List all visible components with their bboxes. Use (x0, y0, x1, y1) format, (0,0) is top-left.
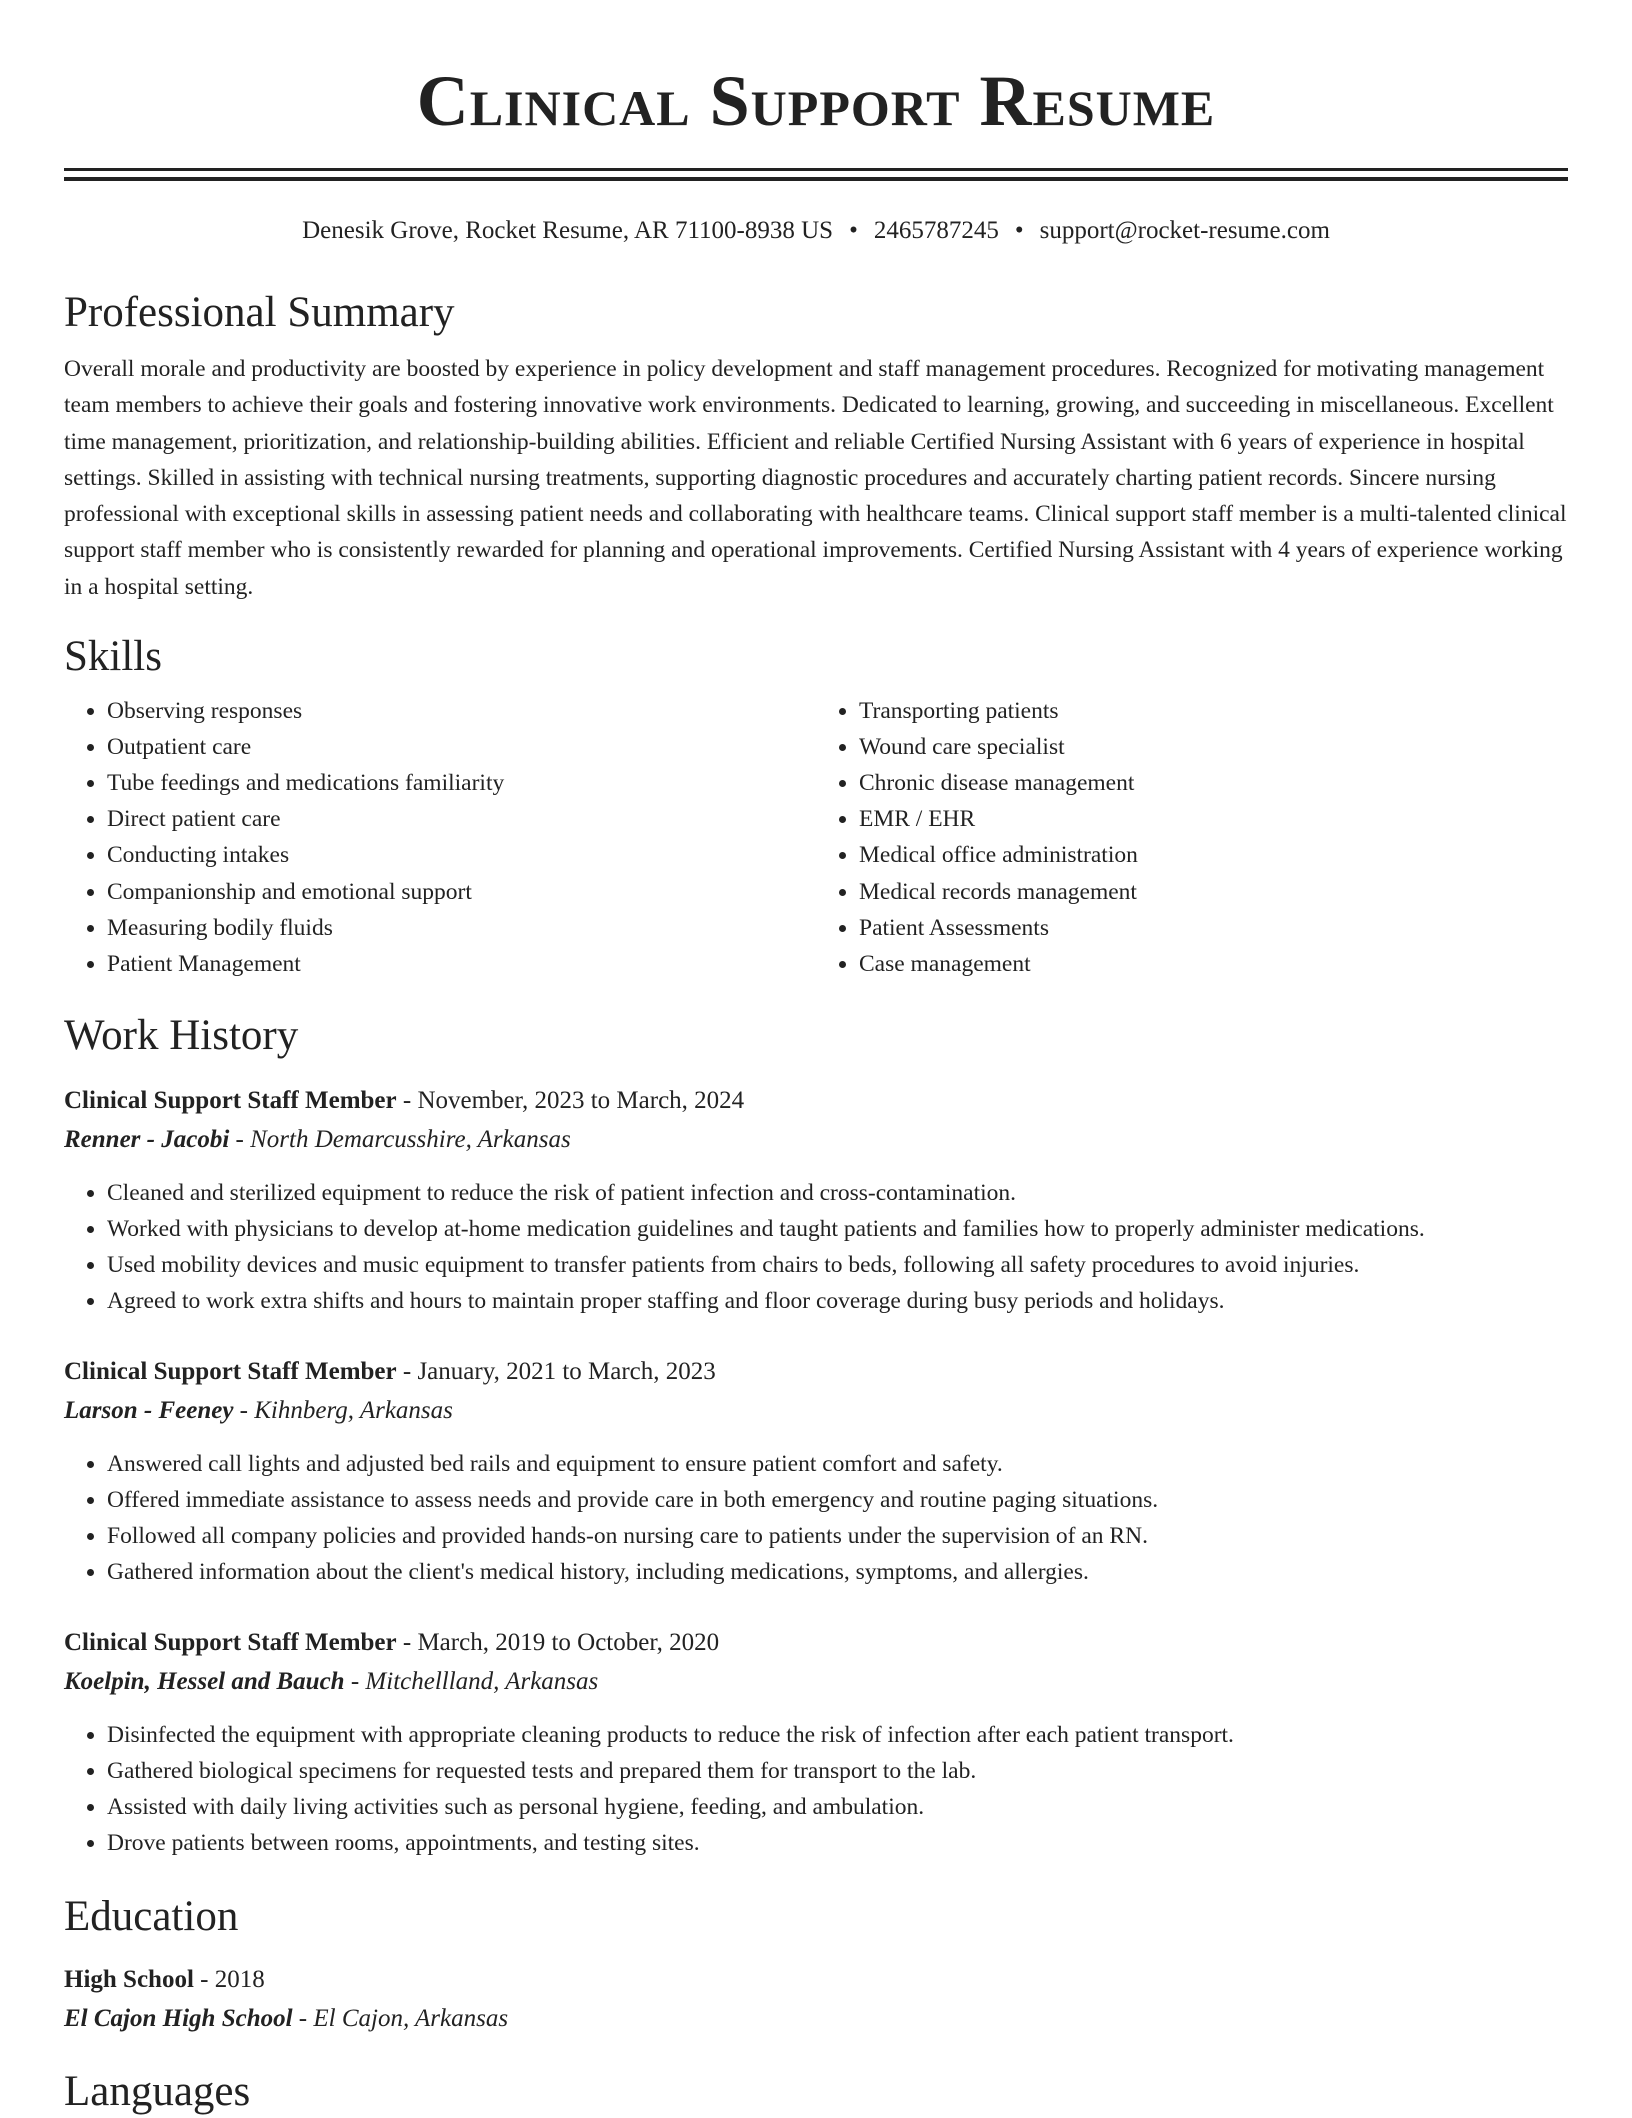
employer-name: Koelpin, Hessel and Bauch (64, 1667, 345, 1695)
employer-location: - Mitchellland, Arkansas (344, 1667, 599, 1695)
job-duty: • Offered immediate assistance to assess needs and provide care in both emergency and routine paging situations. (107, 1482, 1568, 1518)
skills-column-left (64, 693, 816, 982)
contact-phone: 2465787245 (873, 217, 999, 244)
job-entry (64, 1353, 1568, 1590)
employer-location: - North Demarcusshire, Arkansas (229, 1125, 571, 1153)
job-dates: - March, 2019 to October, 2020 (396, 1628, 720, 1656)
job-duties (64, 1175, 1568, 1319)
education-entry (64, 1961, 1568, 2038)
school-line (64, 1999, 1568, 2038)
contact-separator: • (1014, 217, 1024, 244)
skills-heading: Skills (64, 633, 162, 681)
employer-name: Renner - Jacobi (64, 1125, 230, 1153)
work-history-heading: Work History (64, 1011, 299, 1059)
school-name: El Cajon High School (64, 2004, 293, 2032)
job-duty: • Disinfected the equipment with appropriate cleaning products to reduce the risk of infection after each patient transport. (107, 1717, 1568, 1753)
skill-item: • Outpatient care (107, 729, 816, 765)
skill-item: • Transporting patients (859, 693, 1568, 729)
job-title-line (64, 1082, 1568, 1120)
contact-address: Denesik Grove, Rocket Resume, AR 71100-8938 US (302, 217, 834, 244)
skill-item: • Medical office administration (859, 837, 1568, 873)
job-entry (64, 1082, 1568, 1319)
school-location: - El Cajon, Arkansas (292, 2004, 509, 2032)
job-entry (64, 1624, 1568, 1861)
skill-item: • Chronic disease management (859, 765, 1568, 801)
employer-line (64, 1391, 1568, 1430)
job-duties (64, 1446, 1568, 1590)
resume-page (64, 0, 1568, 2118)
job-duty: • Cleaned and sterilized equipment to reduce the risk of patient infection and cross-contamination. (107, 1175, 1568, 1211)
job-dates: - November, 2023 to March, 2024 (396, 1086, 745, 1114)
graduation-year: - 2018 (193, 1965, 265, 1993)
contact-separator: • (849, 217, 858, 244)
summary-text: Overall morale and productivity are boosted by experience in policy development and staff management procedures. Recognized for motivating management team members to achieve their goals and fostering innovative work environments. Dedicated to learning, growing, and succeeding in miscellaneous. Excellent time management, prioritization, and relationship-building abilities. Efficient and reliable Certified Nursing Assistant with 6 years of experience in hospital settings. Skilled in assisting with technical nursing treatments, supporting diagnostic procedures and accurately charting patient records. Sincere nursing professional with exceptional skills in assessing patient needs and collaborating with healthcare teams. Clinical support staff member is a multi-talented clinical support staff member who is consistently rewarded for planning and operational improvements. Certified Nursing Assistant with 4 years of experience working in a hospital setting. (64, 356, 1567, 600)
skill-item: • Direct patient care (107, 801, 816, 837)
title-rule-top (64, 168, 1568, 171)
job-dates: - January, 2021 to March, 2023 (396, 1357, 716, 1385)
languages-heading: Languages (64, 2067, 251, 2115)
employer-line (64, 1120, 1568, 1159)
job-duty: • Followed all company policies and provided hands-on nursing care to patients under the supervision of an RN. (107, 1518, 1568, 1554)
job-duty: • Agreed to work extra shifts and hours to maintain proper staffing and floor coverage during busy periods and holidays. (107, 1283, 1568, 1319)
job-duty: • Gathered information about the client's medical history, including medications, symptoms, and allergies. (107, 1554, 1568, 1590)
skill-item: • Patient Assessments (859, 910, 1568, 946)
job-duty: • Drove patients between rooms, appointments, and testing sites. (107, 1825, 1568, 1861)
job-duty: • Answered call lights and adjusted bed rails and equipment to ensure patient comfort and safety. (107, 1446, 1568, 1482)
employer-name: Larson - Feeney (64, 1396, 234, 1424)
job-duty: • Worked with physicians to develop at-home medication guidelines and taught patients and families how to properly administer medications. (107, 1211, 1568, 1247)
job-title: Clinical Support Staff Member (64, 1086, 397, 1114)
job-duty: • Gathered biological specimens for requested tests and prepared them for transport to the lab. (107, 1753, 1568, 1789)
job-title: Clinical Support Staff Member (64, 1357, 397, 1385)
employer-location: - Kihnberg, Arkansas (233, 1396, 453, 1424)
employer-line (64, 1662, 1568, 1701)
job-duties (64, 1717, 1568, 1861)
skill-item: • Companionship and emotional support (107, 874, 816, 910)
job-duty: • Used mobility devices and music equipment to transfer patients from chairs to beds, following all safety procedures to avoid injuries. (107, 1247, 1568, 1283)
skill-item: • Patient Management (107, 946, 816, 982)
skill-item: • Wound care specialist (859, 729, 1568, 765)
education-heading: Education (64, 1892, 239, 1940)
contact-line (64, 215, 1568, 247)
skills-list (64, 693, 1568, 982)
skill-item: • Observing responses (107, 693, 816, 729)
skills-column-right (816, 693, 1568, 982)
skill-item: • Tube feedings and medications familiarity (107, 765, 816, 801)
degree-line (64, 1961, 1568, 1999)
skill-item: • Case management (859, 946, 1568, 982)
skill-item: • Conducting intakes (107, 837, 816, 873)
skill-item: • Measuring bodily fluids (107, 910, 816, 946)
resume-title: Clinical Support Resume (416, 61, 1216, 141)
job-duty: • Assisted with daily living activities such as personal hygiene, feeding, and ambulation. (107, 1789, 1568, 1825)
contact-email: support@rocket-resume.com (1039, 217, 1330, 244)
job-title-line (64, 1353, 1568, 1391)
skill-item: • Medical records management (859, 874, 1568, 910)
job-title: Clinical Support Staff Member (64, 1628, 397, 1656)
skill-item: • EMR / EHR (859, 801, 1568, 837)
degree: High School (64, 1965, 194, 1993)
summary-heading: Professional Summary (64, 289, 455, 336)
job-title-line (64, 1624, 1568, 1662)
title-rule-bottom (64, 177, 1568, 181)
